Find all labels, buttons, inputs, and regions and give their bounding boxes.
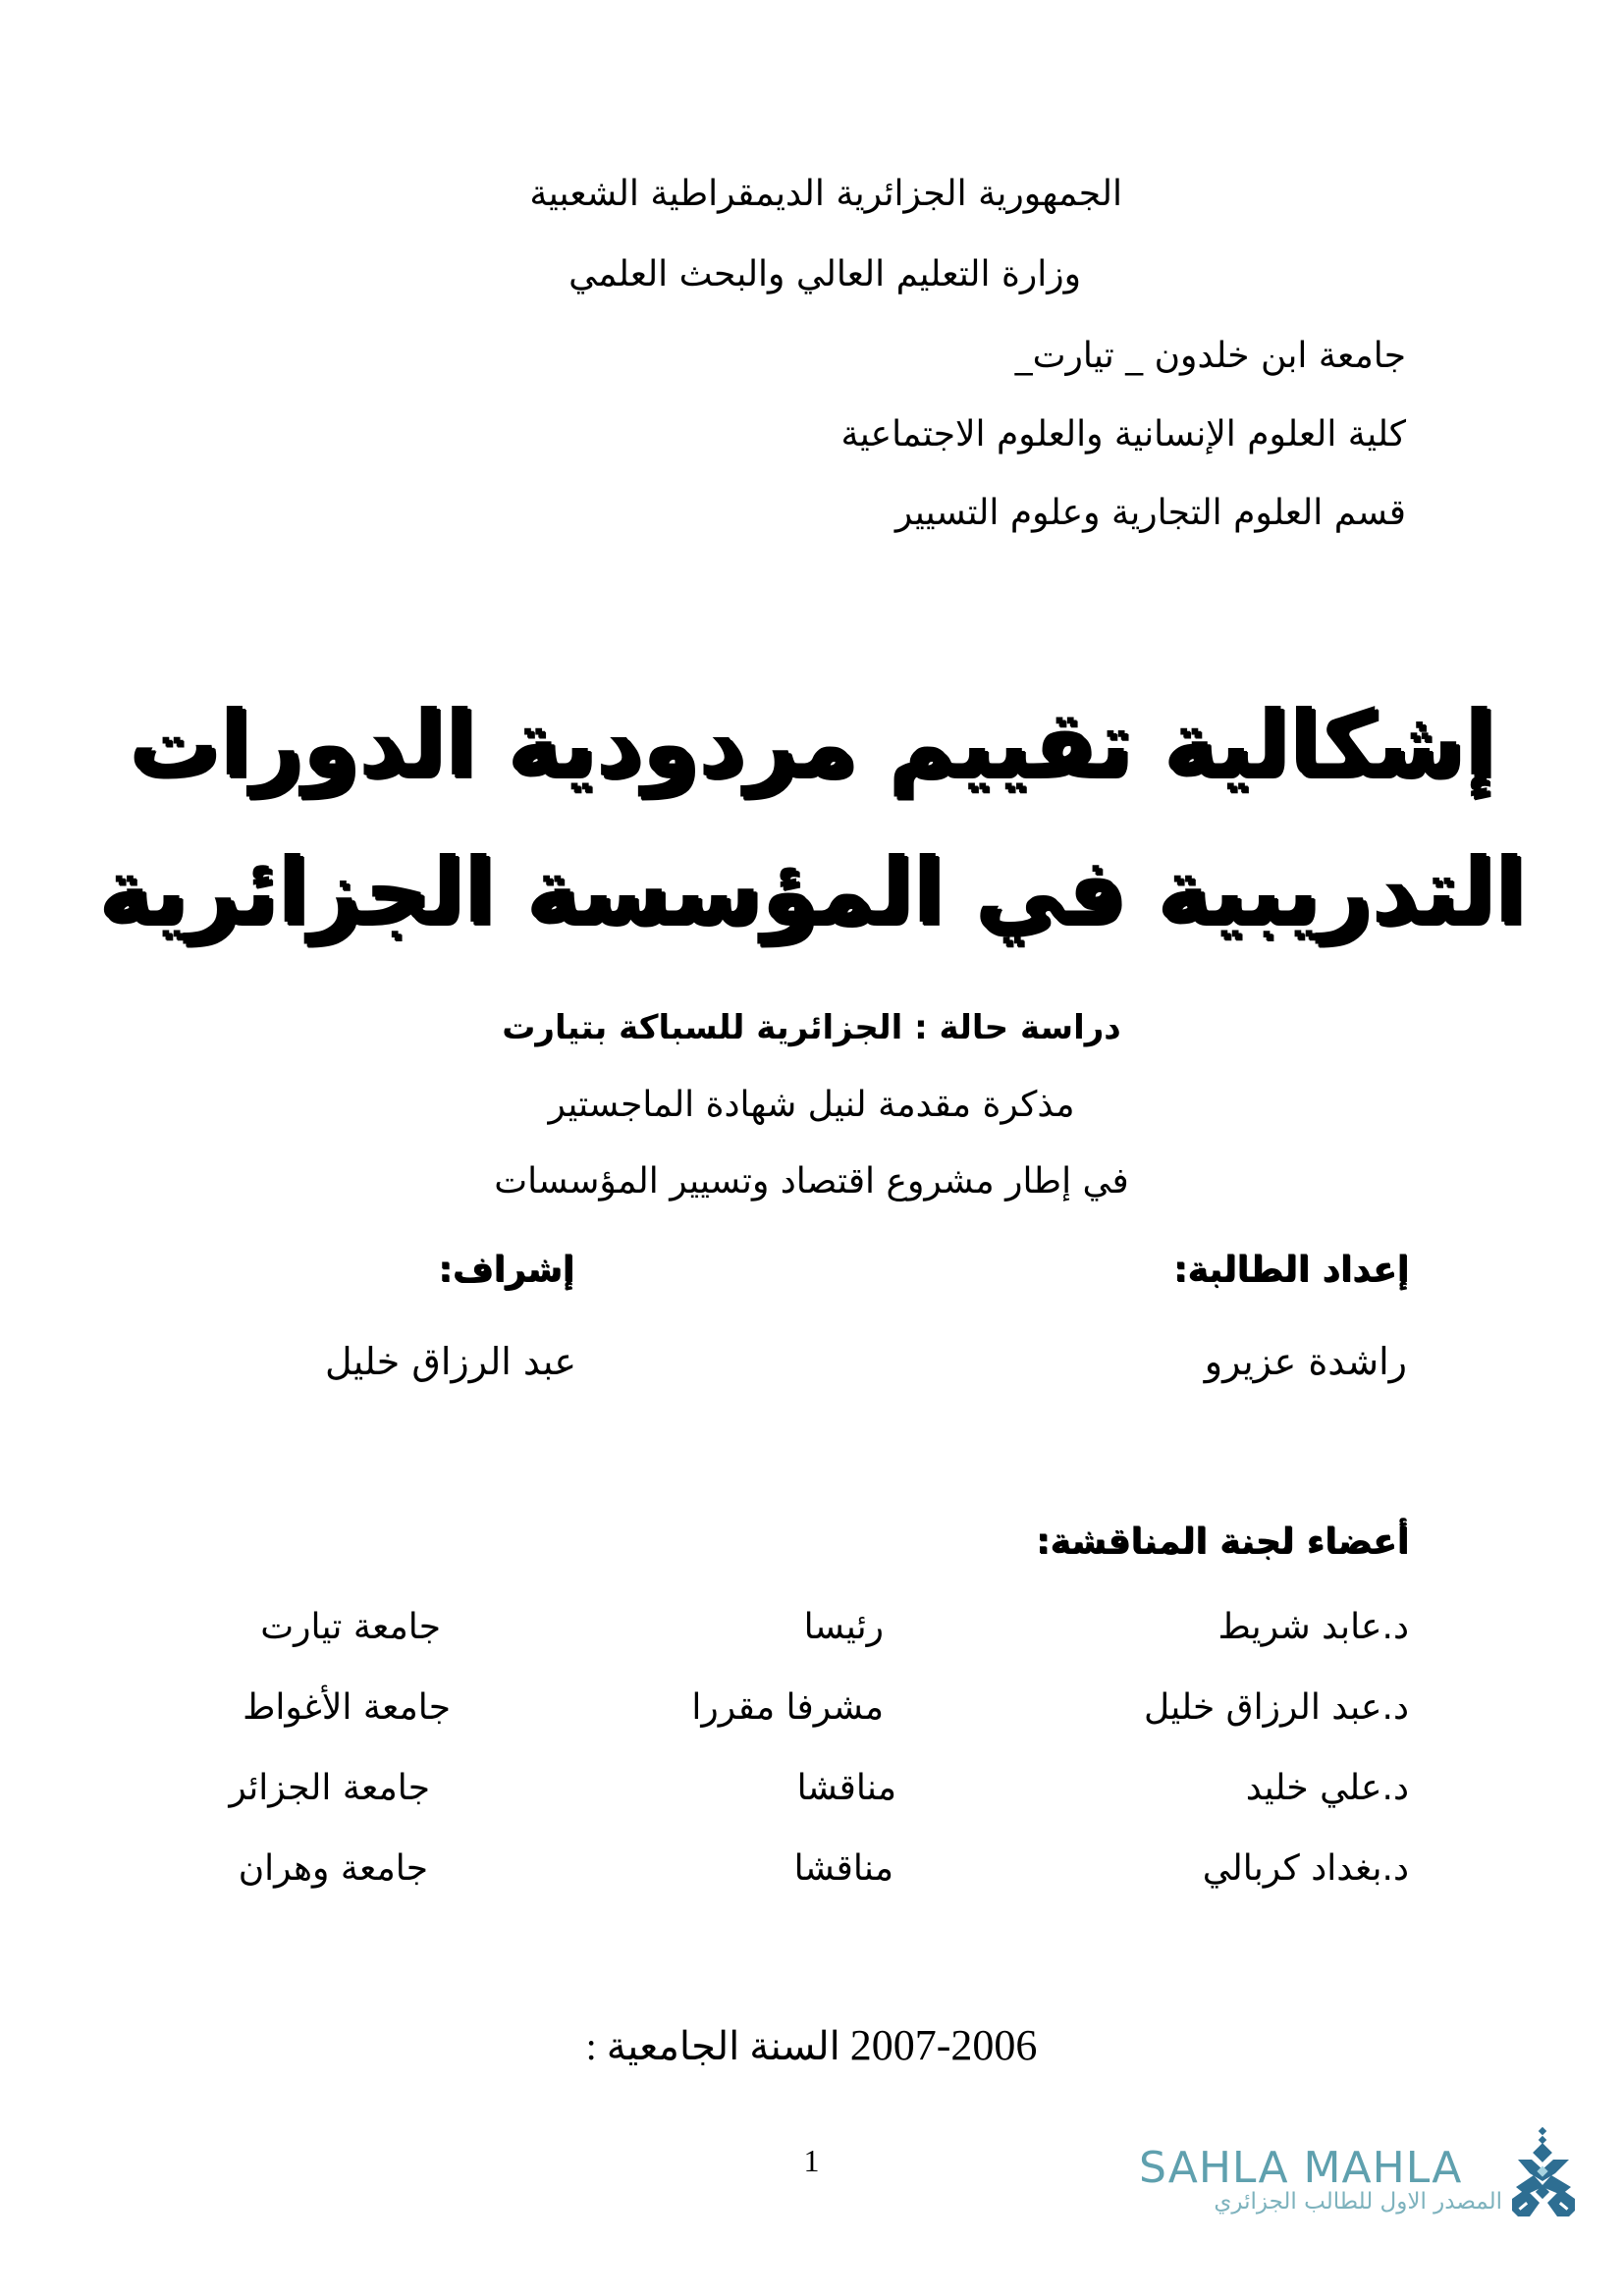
member-university: جامعة تيارت [260,1607,441,1647]
member-role: مناقشا [793,1848,893,1889]
member-name: د.عبد الرزاق خليل [1143,1687,1409,1728]
supervisor-name: عبد الرزاق خليل [324,1340,576,1383]
member-university: جامعة الجزائر [229,1768,430,1808]
student-label: إعداد الطالبة: [1173,1250,1409,1290]
member-role: رئيسا [803,1607,884,1647]
degree-line: مذكرة مقدمة لنيل شهادة الماجستير [548,1085,1075,1125]
member-role: مناقشا [796,1768,896,1808]
watermark-brand: SAHLA MAHLA [1139,2143,1463,2193]
header-university: جامعة ابن خلدون _ تيارت_ [1014,336,1406,376]
header-republic: الجمهورية الجزائرية الديمقراطية الشعبية [529,174,1122,214]
academic-year-label: السنة الجامعية : [585,2024,840,2068]
thesis-title-line-2: التدريبية في المؤسسة الجزائرية [97,838,1526,943]
case-study-line: دراسة حالة : الجزائرية للسباكة بتيارت [502,1008,1121,1047]
sahla-mahla-emblem-icon [1510,2126,1579,2224]
member-university: جامعة الأغواط [243,1687,451,1728]
committee-label: أعضاء لجنة المناقشة: [1035,1522,1409,1562]
academic-year-value: 2007-2006 [849,2021,1038,2069]
member-name: د.عابد شريط [1217,1607,1409,1647]
member-name: د.علي خليد [1245,1768,1409,1808]
program-line: في إطار مشروع اقتصاد وتسيير المؤسسات [494,1161,1129,1201]
member-role: مشرفا مقررا [691,1687,884,1728]
header-faculty: كلية العلوم الإنسانية والعلوم الاجتماعية [840,414,1406,454]
watermark-tagline: المصدر الاول للطالب الجزائري [1214,2189,1502,2215]
thesis-title-line-1: إشكالية تقييم مردودية الدورات [128,691,1495,796]
page-number: 1 [803,2143,820,2178]
member-university: جامعة وهران [238,1848,428,1889]
supervisor-label: إشراف: [438,1250,574,1290]
student-name: راشدة عزيرو [1204,1340,1407,1383]
header-department: قسم العلوم التجارية وعلوم التسيير [894,493,1406,533]
header-ministry: وزارة التعليم العالي والبحث العلمي [568,254,1081,294]
academic-year [0,2021,1623,2069]
member-name: د.بغداد كربالي [1202,1848,1409,1889]
